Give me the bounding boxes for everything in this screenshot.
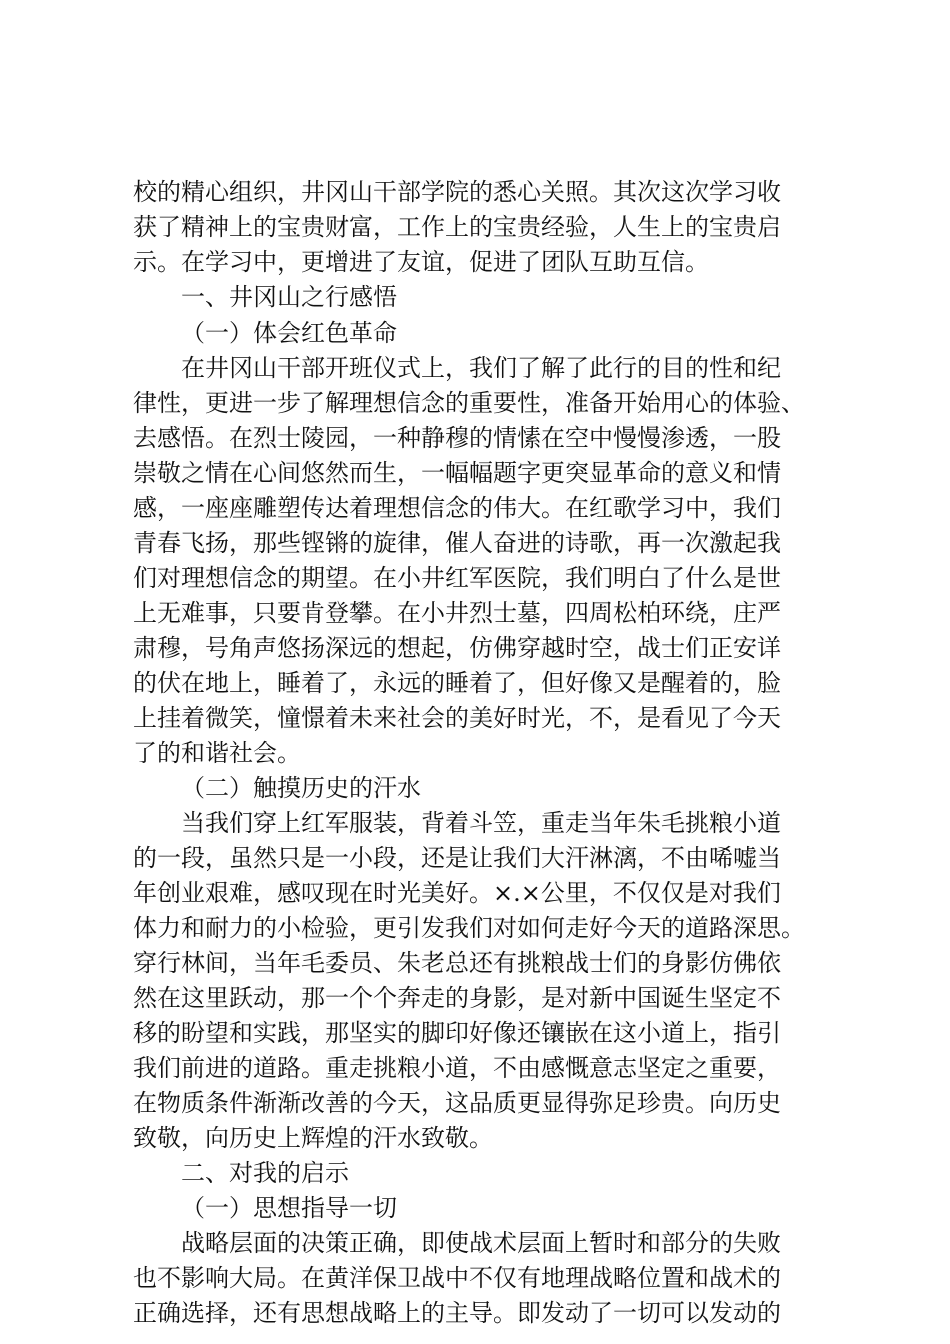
text-line: 年创业艰难，感叹现在时光美好。×.×公里，不仅仅是对我们: [133, 879, 781, 907]
text-line: 也不影响大局。在黄洋保卫战中不仅有地理战略位置和战术的: [133, 1264, 781, 1292]
text-line: 我们前进的道路。重走挑粮小道，不由感慨意志坚定之重要，: [133, 1054, 781, 1082]
text-line: 战略层面的决策正确，即使战术层面上暂时和部分的失败: [181, 1229, 781, 1257]
text-line: 的一段，虽然只是一小段，还是让我们大汗淋漓，不由唏嘘当: [133, 844, 781, 872]
text-line: 穿行林间，当年毛委员、朱老总还有挑粮战士们的身影仿佛依: [133, 949, 781, 977]
text-line: 律性，更进一步了解理想信念的重要性，准备开始用心的体验、: [133, 389, 805, 417]
text-line: 感，一座座雕塑传达着理想信念的伟大。在红歌学习中，我们: [133, 494, 781, 522]
section-heading: 二、对我的启示: [181, 1159, 349, 1187]
text-line: 上挂着微笑，憧憬着未来社会的美好时光，不，是看见了今天: [133, 704, 781, 732]
text-line: 然在这里跃动，那一个个奔走的身影，是对新中国诞生坚定不: [133, 984, 781, 1012]
text-line: 当我们穿上红军服装，背着斗笠，重走当年朱毛挑粮小道: [181, 809, 781, 837]
text-line: 获了精神上的宝贵财富，工作上的宝贵经验，人生上的宝贵启: [133, 213, 781, 241]
text-line: 肃穆，号角声悠扬深远的想起，仿佛穿越时空，战士们正安详: [133, 634, 781, 662]
text-line: 致敬，向历史上辉煌的汗水致敬。: [133, 1124, 493, 1152]
text-line: 正确选择，还有思想战略上的主导。即发动了一切可以发动的: [133, 1299, 781, 1327]
subsection-heading: （一）体会红色革命: [181, 319, 397, 347]
text-line: 了的和谐社会。: [133, 739, 301, 767]
text-line: 在物质条件渐渐改善的今天，这品质更显得弥足珍贵。向历史: [133, 1089, 781, 1117]
text-line: 们对理想信念的期望。在小井红军医院，我们明白了什么是世: [133, 564, 781, 592]
subsection-heading: （一）思想指导一切: [181, 1194, 397, 1222]
text-line: 校的精心组织，井冈山干部学院的悉心关照。其次这次学习收: [133, 178, 781, 206]
text-line: 的伏在地上，睡着了，永远的睡着了，但好像又是醒着的，脸: [133, 669, 781, 697]
text-line: 青春飞扬，那些铿锵的旋律，催人奋进的诗歌，再一次激起我: [133, 529, 781, 557]
text-line: 在井冈山干部开班仪式上，我们了解了此行的目的性和纪: [181, 354, 781, 382]
text-line: 体力和耐力的小检验，更引发我们对如何走好今天的道路深思。: [133, 914, 805, 942]
text-line: 移的盼望和实践，那坚实的脚印好像还镶嵌在这小道上，指引: [133, 1019, 781, 1047]
text-line: 崇敬之情在心间悠然而生，一幅幅题字更突显革命的意义和情: [133, 459, 781, 487]
text-line: 上无难事，只要肯登攀。在小井烈士墓，四周松柏环绕，庄严: [133, 599, 781, 627]
section-heading: 一、井冈山之行感悟: [181, 283, 397, 311]
text-line: 示。在学习中，更增进了友谊，促进了团队互助互信。: [133, 248, 709, 276]
subsection-heading: （二）触摸历史的汗水: [181, 774, 421, 802]
text-line: 去感悟。在烈士陵园，一种静穆的情愫在空中慢慢渗透，一股: [133, 424, 781, 452]
